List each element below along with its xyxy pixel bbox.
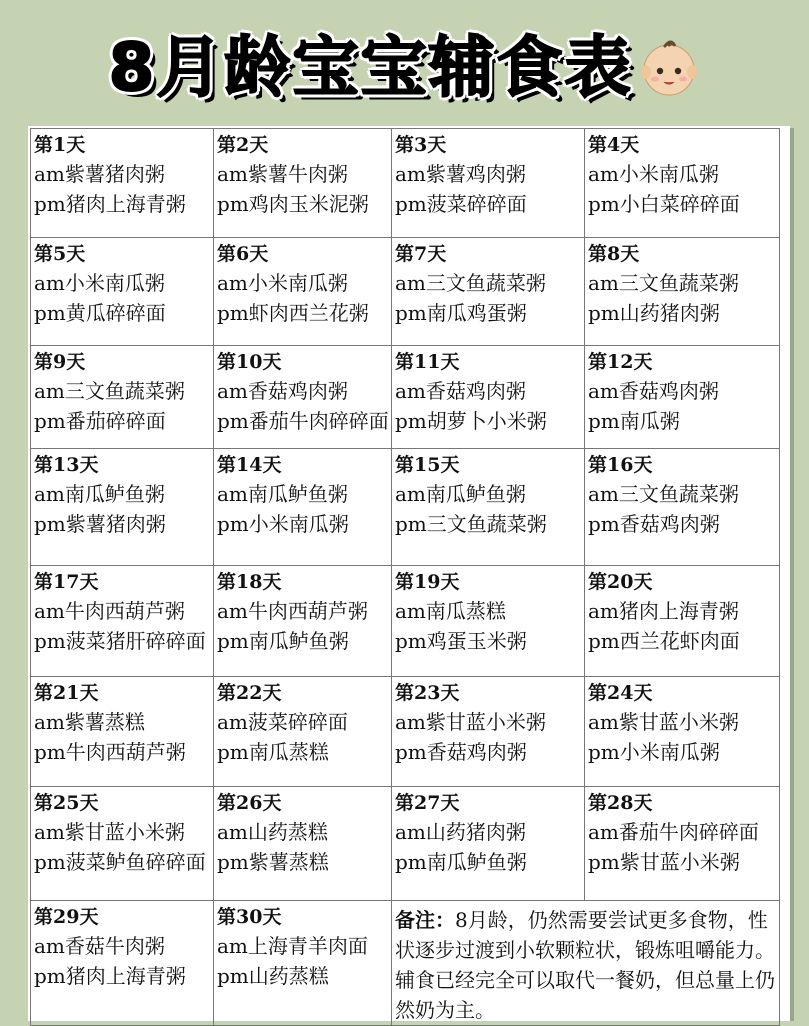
day-cell: [31, 129, 214, 238]
day-label: 第14天: [217, 454, 282, 476]
day-label: 第23天: [395, 682, 460, 704]
am-meal: am小米南瓜粥: [588, 162, 719, 186]
am-meal: am南瓜鲈鱼粥: [395, 482, 526, 506]
note-text: 8月龄，仍然需要尝试更多食物，性状逐步过渡到小软颗粒状，锻炼咀嚼能力。辅食已经完全可以取代一餐奶，但总量上仍然奶为主。: [395, 908, 775, 1022]
day-label: 第8天: [588, 243, 640, 265]
table-row: [31, 238, 780, 346]
day-cell: [214, 901, 392, 1026]
day-label: 第22天: [217, 682, 282, 704]
day-cell: [214, 129, 392, 238]
am-meal: am猪肉上海青粥: [588, 599, 739, 623]
pm-meal: pm番茄牛肉碎碎面: [217, 409, 389, 433]
pm-meal: pm小米南瓜粥: [588, 740, 720, 764]
day-label: 第28天: [588, 792, 653, 814]
pm-meal: pm三文鱼蔬菜粥: [395, 512, 547, 536]
am-meal: am香菇鸡肉粥: [395, 379, 526, 403]
am-meal: am小米南瓜粥: [34, 271, 165, 295]
pm-meal: pm胡萝卜小米粥: [395, 409, 547, 433]
am-meal: am上海青羊肉面: [217, 934, 368, 958]
pm-meal: pm小米南瓜粥: [217, 512, 349, 536]
am-meal: am香菇鸡肉粥: [217, 379, 348, 403]
day-label: 第7天: [395, 243, 447, 265]
pm-meal: pm南瓜粥: [588, 409, 680, 433]
day-cell: [585, 677, 780, 787]
am-meal: am番茄牛肉碎碎面: [588, 820, 759, 844]
page-title: 8月龄宝宝辅食表: [108, 29, 633, 106]
am-meal: am山药猪肉粥: [395, 820, 526, 844]
table-row: [31, 677, 780, 787]
pm-meal: pm紫薯蒸糕: [217, 850, 329, 874]
day-label: 第4天: [588, 134, 640, 156]
day-label: 第15天: [395, 454, 460, 476]
day-cell: [214, 677, 392, 787]
day-label: 第20天: [588, 571, 653, 593]
day-cell: [585, 449, 780, 566]
day-cell: [392, 566, 585, 677]
pm-meal: pm虾肉西兰花粥: [217, 301, 369, 325]
note-cell: [392, 901, 780, 1026]
day-label: 第25天: [34, 792, 99, 814]
pm-meal: pm南瓜蒸糕: [217, 740, 329, 764]
am-meal: am紫薯牛肉粥: [217, 162, 348, 186]
day-label: 第24天: [588, 682, 653, 704]
pm-meal: pm菠菜碎碎面: [395, 192, 527, 216]
pm-meal: pm番茄碎碎面: [34, 409, 166, 433]
pm-meal: pm南瓜鸡蛋粥: [395, 301, 527, 325]
am-meal: am三文鱼蔬菜粥: [34, 379, 185, 403]
day-label: 第10天: [217, 351, 282, 373]
day-cell: [585, 787, 780, 901]
am-meal: am紫薯猪肉粥: [34, 162, 165, 186]
pm-meal: pm菠菜鲈鱼碎碎面: [34, 850, 206, 874]
day-label: 第6天: [217, 243, 269, 265]
day-cell: [214, 238, 392, 346]
am-meal: am南瓜蒸糕: [395, 599, 506, 623]
day-cell: [585, 238, 780, 346]
pm-meal: pm猪肉上海青粥: [34, 192, 186, 216]
pm-meal: pm黄瓜碎碎面: [34, 301, 166, 325]
am-meal: am香菇鸡肉粥: [588, 379, 719, 403]
day-cell: [31, 566, 214, 677]
day-cell: [214, 566, 392, 677]
day-cell: [31, 449, 214, 566]
feeding-schedule-table: [30, 128, 780, 1026]
am-meal: am香菇牛肉粥: [34, 934, 165, 958]
day-label: 第9天: [34, 351, 86, 373]
am-meal: am牛肉西葫芦粥: [217, 599, 368, 623]
day-cell: [392, 238, 585, 346]
table-row: [31, 129, 780, 238]
am-meal: am三文鱼蔬菜粥: [588, 271, 739, 295]
table-row: [31, 566, 780, 677]
day-label: 第27天: [395, 792, 460, 814]
day-label: 第12天: [588, 351, 653, 373]
day-label: 第17天: [34, 571, 99, 593]
sheet-shadow: [790, 128, 794, 1021]
baby-face-icon: [638, 37, 700, 99]
day-label: 第13天: [34, 454, 99, 476]
day-label: 第16天: [588, 454, 653, 476]
day-label: 第21天: [34, 682, 99, 704]
title-bar: [0, 18, 809, 118]
table-row: [31, 901, 780, 1026]
day-label: 第2天: [217, 134, 269, 156]
day-cell: [31, 787, 214, 901]
day-cell: [392, 449, 585, 566]
am-meal: am三文鱼蔬菜粥: [588, 482, 739, 506]
am-meal: am小米南瓜粥: [217, 271, 348, 295]
day-cell: [392, 346, 585, 449]
day-cell: [585, 566, 780, 677]
table-row: [31, 346, 780, 449]
day-cell: [31, 238, 214, 346]
am-meal: am紫甘蓝小米粥: [395, 710, 546, 734]
day-cell: [214, 787, 392, 901]
day-cell: [31, 346, 214, 449]
am-meal: am菠菜碎碎面: [217, 710, 348, 734]
pm-meal: pm香菇鸡肉粥: [395, 740, 527, 764]
pm-meal: pm南瓜鲈鱼粥: [217, 629, 349, 653]
am-meal: am牛肉西葫芦粥: [34, 599, 185, 623]
day-label: 第18天: [217, 571, 282, 593]
day-cell: [392, 129, 585, 238]
am-meal: am南瓜鲈鱼粥: [217, 482, 348, 506]
am-meal: am紫甘蓝小米粥: [34, 820, 185, 844]
table-row: [31, 787, 780, 901]
day-cell: [392, 677, 585, 787]
day-cell: [31, 901, 214, 1026]
pm-meal: pm菠菜猪肝碎碎面: [34, 629, 206, 653]
day-cell: [31, 677, 214, 787]
pm-meal: pm南瓜鲈鱼粥: [395, 850, 527, 874]
day-cell: [392, 787, 585, 901]
table-row: [31, 449, 780, 566]
am-meal: am紫薯鸡肉粥: [395, 162, 526, 186]
day-label: 第29天: [34, 906, 99, 928]
pm-meal: pm猪肉上海青粥: [34, 964, 186, 988]
pm-meal: pm山药蒸糕: [217, 964, 329, 988]
day-cell: [214, 346, 392, 449]
pm-meal: pm山药猪肉粥: [588, 301, 720, 325]
am-meal: am三文鱼蔬菜粥: [395, 271, 546, 295]
pm-meal: pm鸡蛋玉米粥: [395, 629, 527, 653]
pm-meal: pm小白菜碎碎面: [588, 192, 740, 216]
pm-meal: pm紫薯猪肉粥: [34, 512, 166, 536]
am-meal: am南瓜鲈鱼粥: [34, 482, 165, 506]
pm-meal: pm鸡肉玉米泥粥: [217, 192, 369, 216]
pm-meal: pm牛肉西葫芦粥: [34, 740, 186, 764]
day-cell: [585, 129, 780, 238]
am-meal: am紫甘蓝小米粥: [588, 710, 739, 734]
pm-meal: pm西兰花虾肉面: [588, 629, 740, 653]
note-label: 备注：: [395, 908, 455, 932]
day-cell: [214, 449, 392, 566]
day-label: 第26天: [217, 792, 282, 814]
day-label: 第1天: [34, 134, 86, 156]
day-cell: [585, 346, 780, 449]
am-meal: am紫薯蒸糕: [34, 710, 145, 734]
day-label: 第19天: [395, 571, 460, 593]
day-label: 第11天: [395, 351, 460, 373]
day-label: 第3天: [395, 134, 447, 156]
pm-meal: pm香菇鸡肉粥: [588, 512, 720, 536]
day-label: 第5天: [34, 243, 86, 265]
day-label: 第30天: [217, 906, 282, 928]
am-meal: am山药蒸糕: [217, 820, 328, 844]
pm-meal: pm紫甘蓝小米粥: [588, 850, 740, 874]
